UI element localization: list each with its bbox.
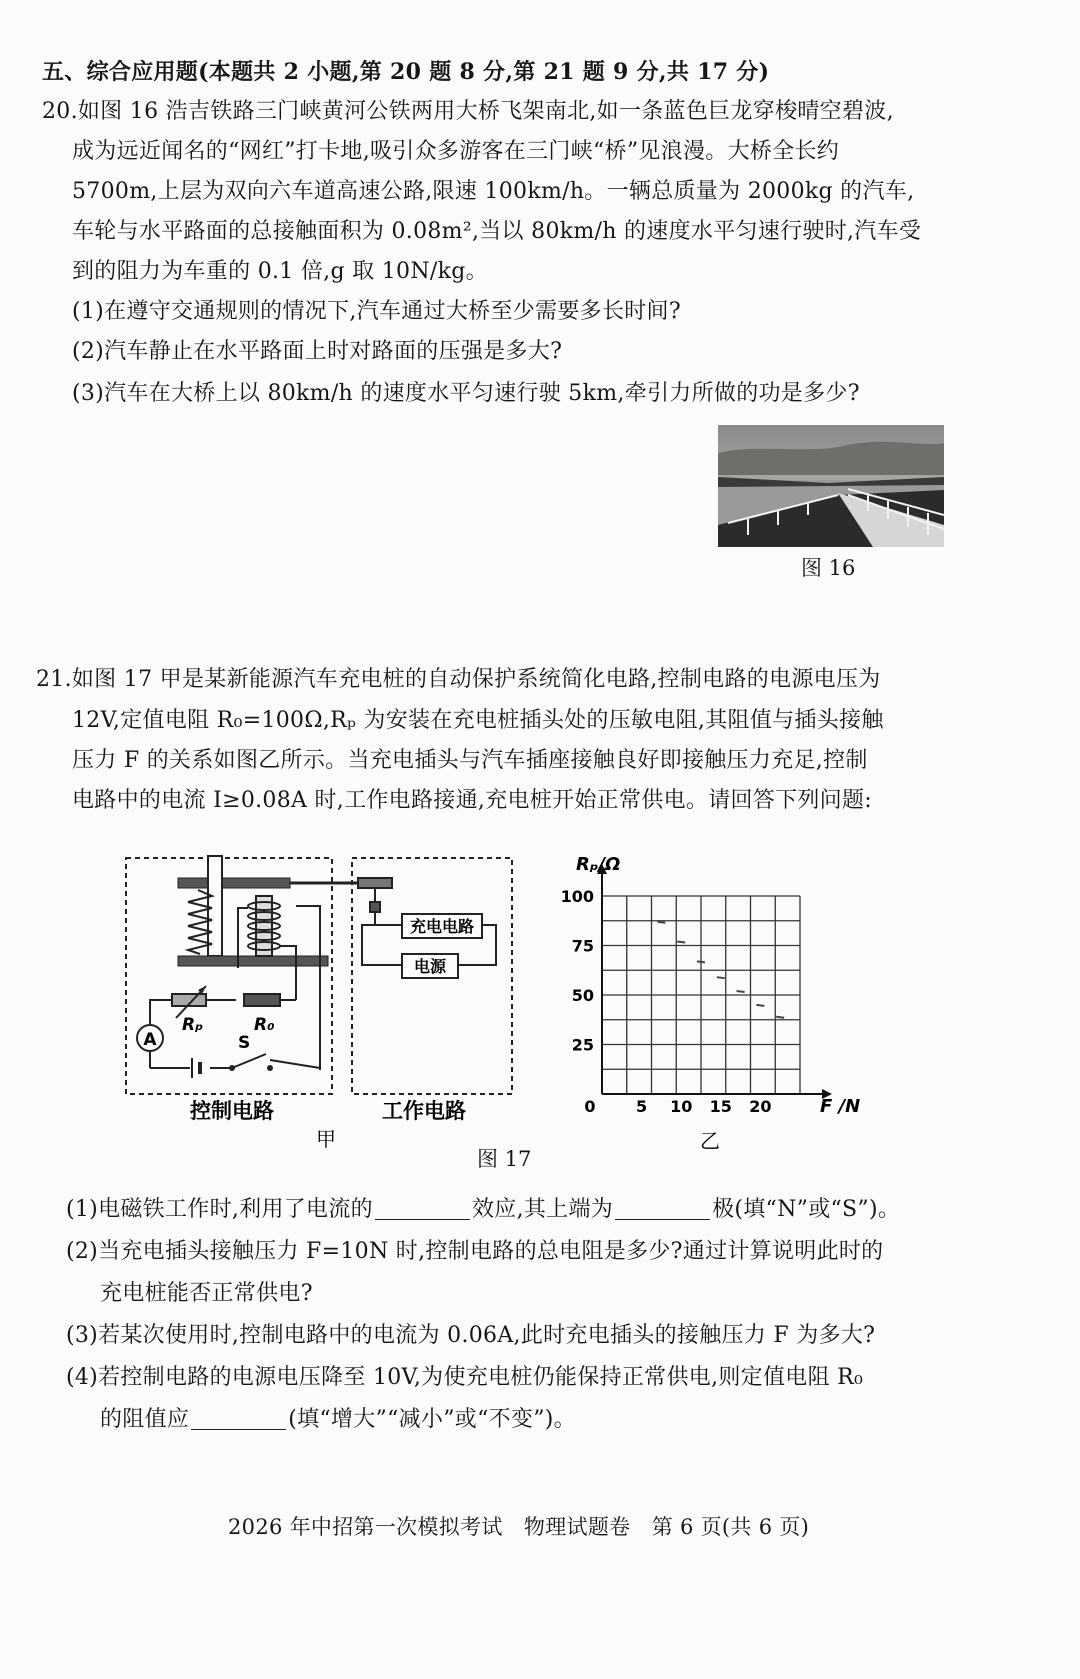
q21-sub-4-part-1: 的阻值应 xyxy=(100,1407,190,1432)
q21-sub-4-part-2: (填“增大”“减小”或“不变”)。 xyxy=(288,1407,576,1432)
q21-sub-2-line-2: 充电桩能否正常供电? xyxy=(100,1281,313,1306)
q20-sub-3: (3)汽车在大桥上以 80km/h 的速度水平匀速行驶 5km,牵引力所做的功是多少? xyxy=(72,381,860,406)
data-point xyxy=(657,922,665,923)
y-tick-label: 25 xyxy=(571,1035,594,1055)
work-circuit-caption: 工作电路 xyxy=(382,1099,466,1123)
q20-line-2: 成为远近闻名的“网红”打卡地,吸引众多游客在三门峡“桥”见浪漫。大桥全长约 xyxy=(72,139,840,164)
section-heading: 五、综合应用题(本题共 2 小题,第 20 题 8 分,第 21 题 9 分,共 17 分) xyxy=(42,59,770,85)
control-circuit-caption: 控制电路 xyxy=(190,1099,274,1123)
data-point xyxy=(677,942,685,943)
q21-sub-3: (3)若某次使用时,控制电路中的电流为 0.06A,此时充电插头的接触压力 F 为多大? xyxy=(66,1323,876,1348)
yi-caption: 乙 xyxy=(700,1129,720,1153)
q21-sub-2-line-1: (2)当充电插头接触压力 F=10N 时,控制电路的总电阻是多少?通过计算说明此时的 xyxy=(66,1239,884,1264)
r0-label: R₀ xyxy=(254,1015,275,1035)
data-point xyxy=(717,977,725,978)
q20-line-4: 车轮与水平路面的总接触面积为 0.08m²,当以 80km/h 的速度水平匀速行驶时,汽车受 xyxy=(72,219,922,244)
charge-circuit-label: 充电电路 xyxy=(409,917,475,936)
x-tick-label: 10 xyxy=(670,1097,693,1116)
switch-label: S xyxy=(238,1033,251,1053)
figure-16-caption: 图 16 xyxy=(801,556,856,580)
power-label: 电源 xyxy=(413,957,447,976)
q20-sub-1: (1)在遵守交通规则的情况下,汽车通过大桥至少需要多长时间? xyxy=(72,299,681,324)
q21-line-4: 电路中的电流 I≥0.08A 时,工作电路接通,充电桩开始正常供电。请回答下列问题: xyxy=(72,788,872,813)
q20-line-3: 5700m,上层为双向六车道高速公路,限速 100km/h。一辆总质量为 2000kg 的汽车, xyxy=(72,179,915,204)
circuit-diagram xyxy=(120,850,520,1150)
page-footer: 2026 年中招第一次模拟考试 物理试题卷 第 6 页(共 6 页) xyxy=(228,1515,810,1539)
rp-label: Rₚ xyxy=(182,1015,204,1035)
answer-blank-pole[interactable] xyxy=(615,1197,710,1220)
answer-blank-r0-change[interactable] xyxy=(191,1407,286,1430)
q21-line-1: 21.如图 17 甲是某新能源汽车充电桩的自动保护系统简化电路,控制电路的电源电压为 xyxy=(36,667,881,692)
answer-blank-effect[interactable] xyxy=(375,1197,470,1220)
q21-line-3: 压力 F 的关系如图乙所示。当充电插头与汽车插座接触良好即接触压力充足,控制 xyxy=(72,748,868,773)
y-tick-label: 75 xyxy=(571,936,594,956)
data-point xyxy=(737,991,745,992)
x-tick-label: 0 xyxy=(584,1097,596,1116)
q21-sub-4-line-1: (4)若控制电路的电源电压降至 10V,为使充电桩仍能保持正常供电,则定值电阻 R₀ xyxy=(66,1365,864,1390)
y-tick-label: 100 xyxy=(560,887,594,906)
q21-sub-1-part-3: 极(填“N”或“S”)。 xyxy=(712,1197,901,1222)
bridge-photo xyxy=(718,425,944,547)
q20-line-5: 到的阻力为车重的 0.1 倍,g 取 10N/kg。 xyxy=(72,259,488,284)
y-tick-label: 50 xyxy=(571,986,594,1005)
rp-f-graph xyxy=(560,846,880,1156)
figure-17-caption: 图 17 xyxy=(477,1147,532,1171)
q20-sub-2: (2)汽车静止在水平路面上时对路面的压强是多大? xyxy=(72,339,563,364)
q21-sub-1-part-2: 效应,其上端为 xyxy=(471,1197,614,1222)
q21-sub-1 xyxy=(66,1195,900,1225)
data-point xyxy=(776,1017,784,1018)
y-axis-label: Rₚ/Ω xyxy=(576,854,621,875)
q21-sub-4-line-2 xyxy=(100,1405,576,1435)
ammeter-label: A xyxy=(143,1030,157,1050)
x-tick-label: 5 xyxy=(636,1097,648,1116)
data-point xyxy=(697,961,705,962)
x-tick-label: 20 xyxy=(749,1097,772,1116)
jia-caption: 甲 xyxy=(316,1127,336,1150)
data-point xyxy=(756,1005,764,1006)
x-tick-label: 15 xyxy=(709,1097,732,1116)
q21-line-2: 12V,定值电阻 R₀=100Ω,Rₚ 为安装在充电桩插头处的压敏电阻,其阻值与插头接触 xyxy=(72,708,884,733)
q21-sub-1-part-1: (1)电磁铁工作时,利用了电流的 xyxy=(66,1197,373,1222)
x-axis-label: F /N xyxy=(820,1096,861,1117)
q20-line-1: 20.如图 16 浩吉铁路三门峡黄河公铁两用大桥飞架南北,如一条蓝色巨龙穿梭晴空碧波, xyxy=(42,99,894,124)
